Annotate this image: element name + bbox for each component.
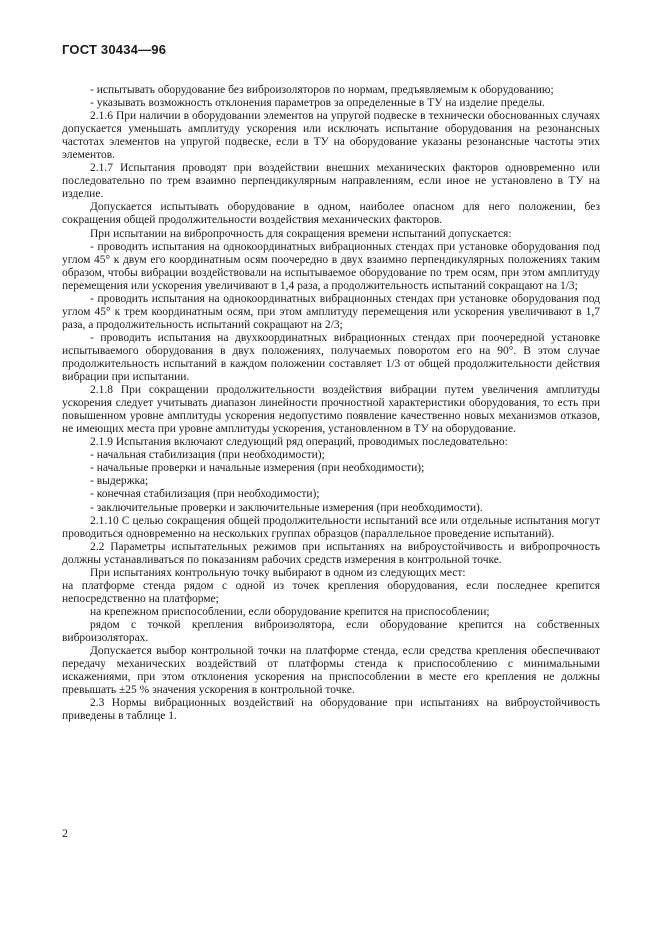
page-number: 2 <box>62 826 68 840</box>
paragraph: рядом с точкой крепления виброизолятора, если оборудование крепится на собственных виброизоляторах. <box>62 618 600 644</box>
list-item: - конечная стабилизация (при необходимости); <box>90 488 320 501</box>
paragraph: 2.1.6 При наличии в оборудовании элементов на упругой подвеске в технически обоснованных случаях допускается уменьшать амплитуду ускорения или исключать испытание оборудования на резонансных частотах элементов на упругой подвеске, если в ТУ на оборудование указаны резонансные частоты этих элементов. <box>62 110 600 162</box>
list-item: - начальная стабилизация (при необходимости); <box>90 449 325 462</box>
document-body <box>62 84 600 723</box>
list-item: - выдержка; <box>90 475 149 488</box>
paragraph: - испытывать оборудование без виброизоляторов по нормам, предъявляемым к оборудованию; <box>90 84 554 96</box>
list-item: - начальные проверки и начальные измерения (при необходимости); <box>90 462 425 475</box>
paragraph: на крепежном приспособлении, если оборудование крепится на приспособлении; <box>90 605 490 618</box>
paragraph: - проводить испытания на двухкоординатных вибрационных стендах при поочередной установке испытываемого оборудования в двух положениях, получаемых поворотом его на 90°. В этом случае продолжительность испытаний в каждом положении составляет 1/3 от общей продолжительности действия вибрации при испытании. <box>62 331 600 384</box>
paragraph: 2.1.10 С целью сокращения общей продолжительности испытаний все или отдельные испытания могут проводиться одновременно на нескольких группах образцов (параллельное проведение испытаний). <box>62 514 600 540</box>
paragraph: 2.1.7 Испытания проводят при воздействии внешних механических факторов одновременно или последовательно по трем взаимно перпендикулярным направлениям, если иное не установлено в ТУ на изделие. <box>62 162 600 201</box>
document-header: ГОСТ 30434—96 <box>62 42 167 57</box>
paragraph: 2.3 Нормы вибрационных воздействий на оборудование при испытаниях на виброустойчивость приведены в таблице 1. <box>62 697 600 723</box>
list-item: - заключительные проверки и заключительные измерения (при необходимости). <box>90 501 483 514</box>
paragraph: Допускается выбор контрольной точки на платформе стенда, если средства крепления обеспечивают передачу механических воздействий от платформы стенда к приспособлению с минимальными искажениями, при этом отклонения ускорения на приспособлении в месте его крепления не должны превышать ±25 % значения ускорения в контрольной точке. <box>62 645 600 697</box>
paragraph: Допускается испытывать оборудование в одном, наиболее опасном для него положении, без сокращения общей продолжительности воздействия механических факторов. <box>62 201 600 227</box>
paragraph: - проводить испытания на однокоординатных вибрационных стендах при установке оборудования под углом 45° к двум его координатным осям поочередно в двух взаимно перпендикулярных положениях таким образом, чтобы вибрации воздействовали на испытываемое оборудование по трем осям, при этом амплитуду перемещения или ускорения увеличивают в 1,4 раза, а продолжительность испытаний сокращают на 1/3; <box>62 240 600 292</box>
paragraph: 2.1.9 Испытания включают следующий ряд операций, проводимых последовательно: <box>90 436 508 449</box>
paragraph: При испытании на вибропрочность для сокращения времени испытаний допускается: <box>90 227 512 240</box>
paragraph: При испытаниях контрольную точку выбирают в одном из следующих мест: <box>90 566 466 579</box>
paragraph: - проводить испытания на однокоординатных вибрационных стендах при установке оборудования под углом 45° к трем координатным осям, при этом амплитуду перемещения или ускорения увеличивают в 1,7 раза, а продолжительность испытаний сокращают на 2/3; <box>62 292 600 331</box>
paragraph: - указывать возможность отклонения параметров за определенные в ТУ на изделие пределы. <box>90 97 545 110</box>
paragraph: 2.1.8 При сокращении продолжительности воздействия вибрации путем увеличения амплитуды ускорения следует учитывать диапазон линейности прочностной характеристики оборудования, то есть при повышенном уровне амплитуды ускорения недопустимо появление качественно новых механизмов отказов, не имеющих места при уровне амплитуды ускорения, установленном в ТУ на оборудование. <box>62 384 600 436</box>
paragraph: 2.2 Параметры испытательных режимов при испытаниях на виброустойчивость и вибропрочность должны устанавливаться по показаниям рабочих средств измерения в контрольной точке. <box>62 540 600 566</box>
paragraph: на платформе стенда рядом с одной из точек крепления оборудования, если последнее крепится непосредственно на платформе; <box>62 579 600 605</box>
